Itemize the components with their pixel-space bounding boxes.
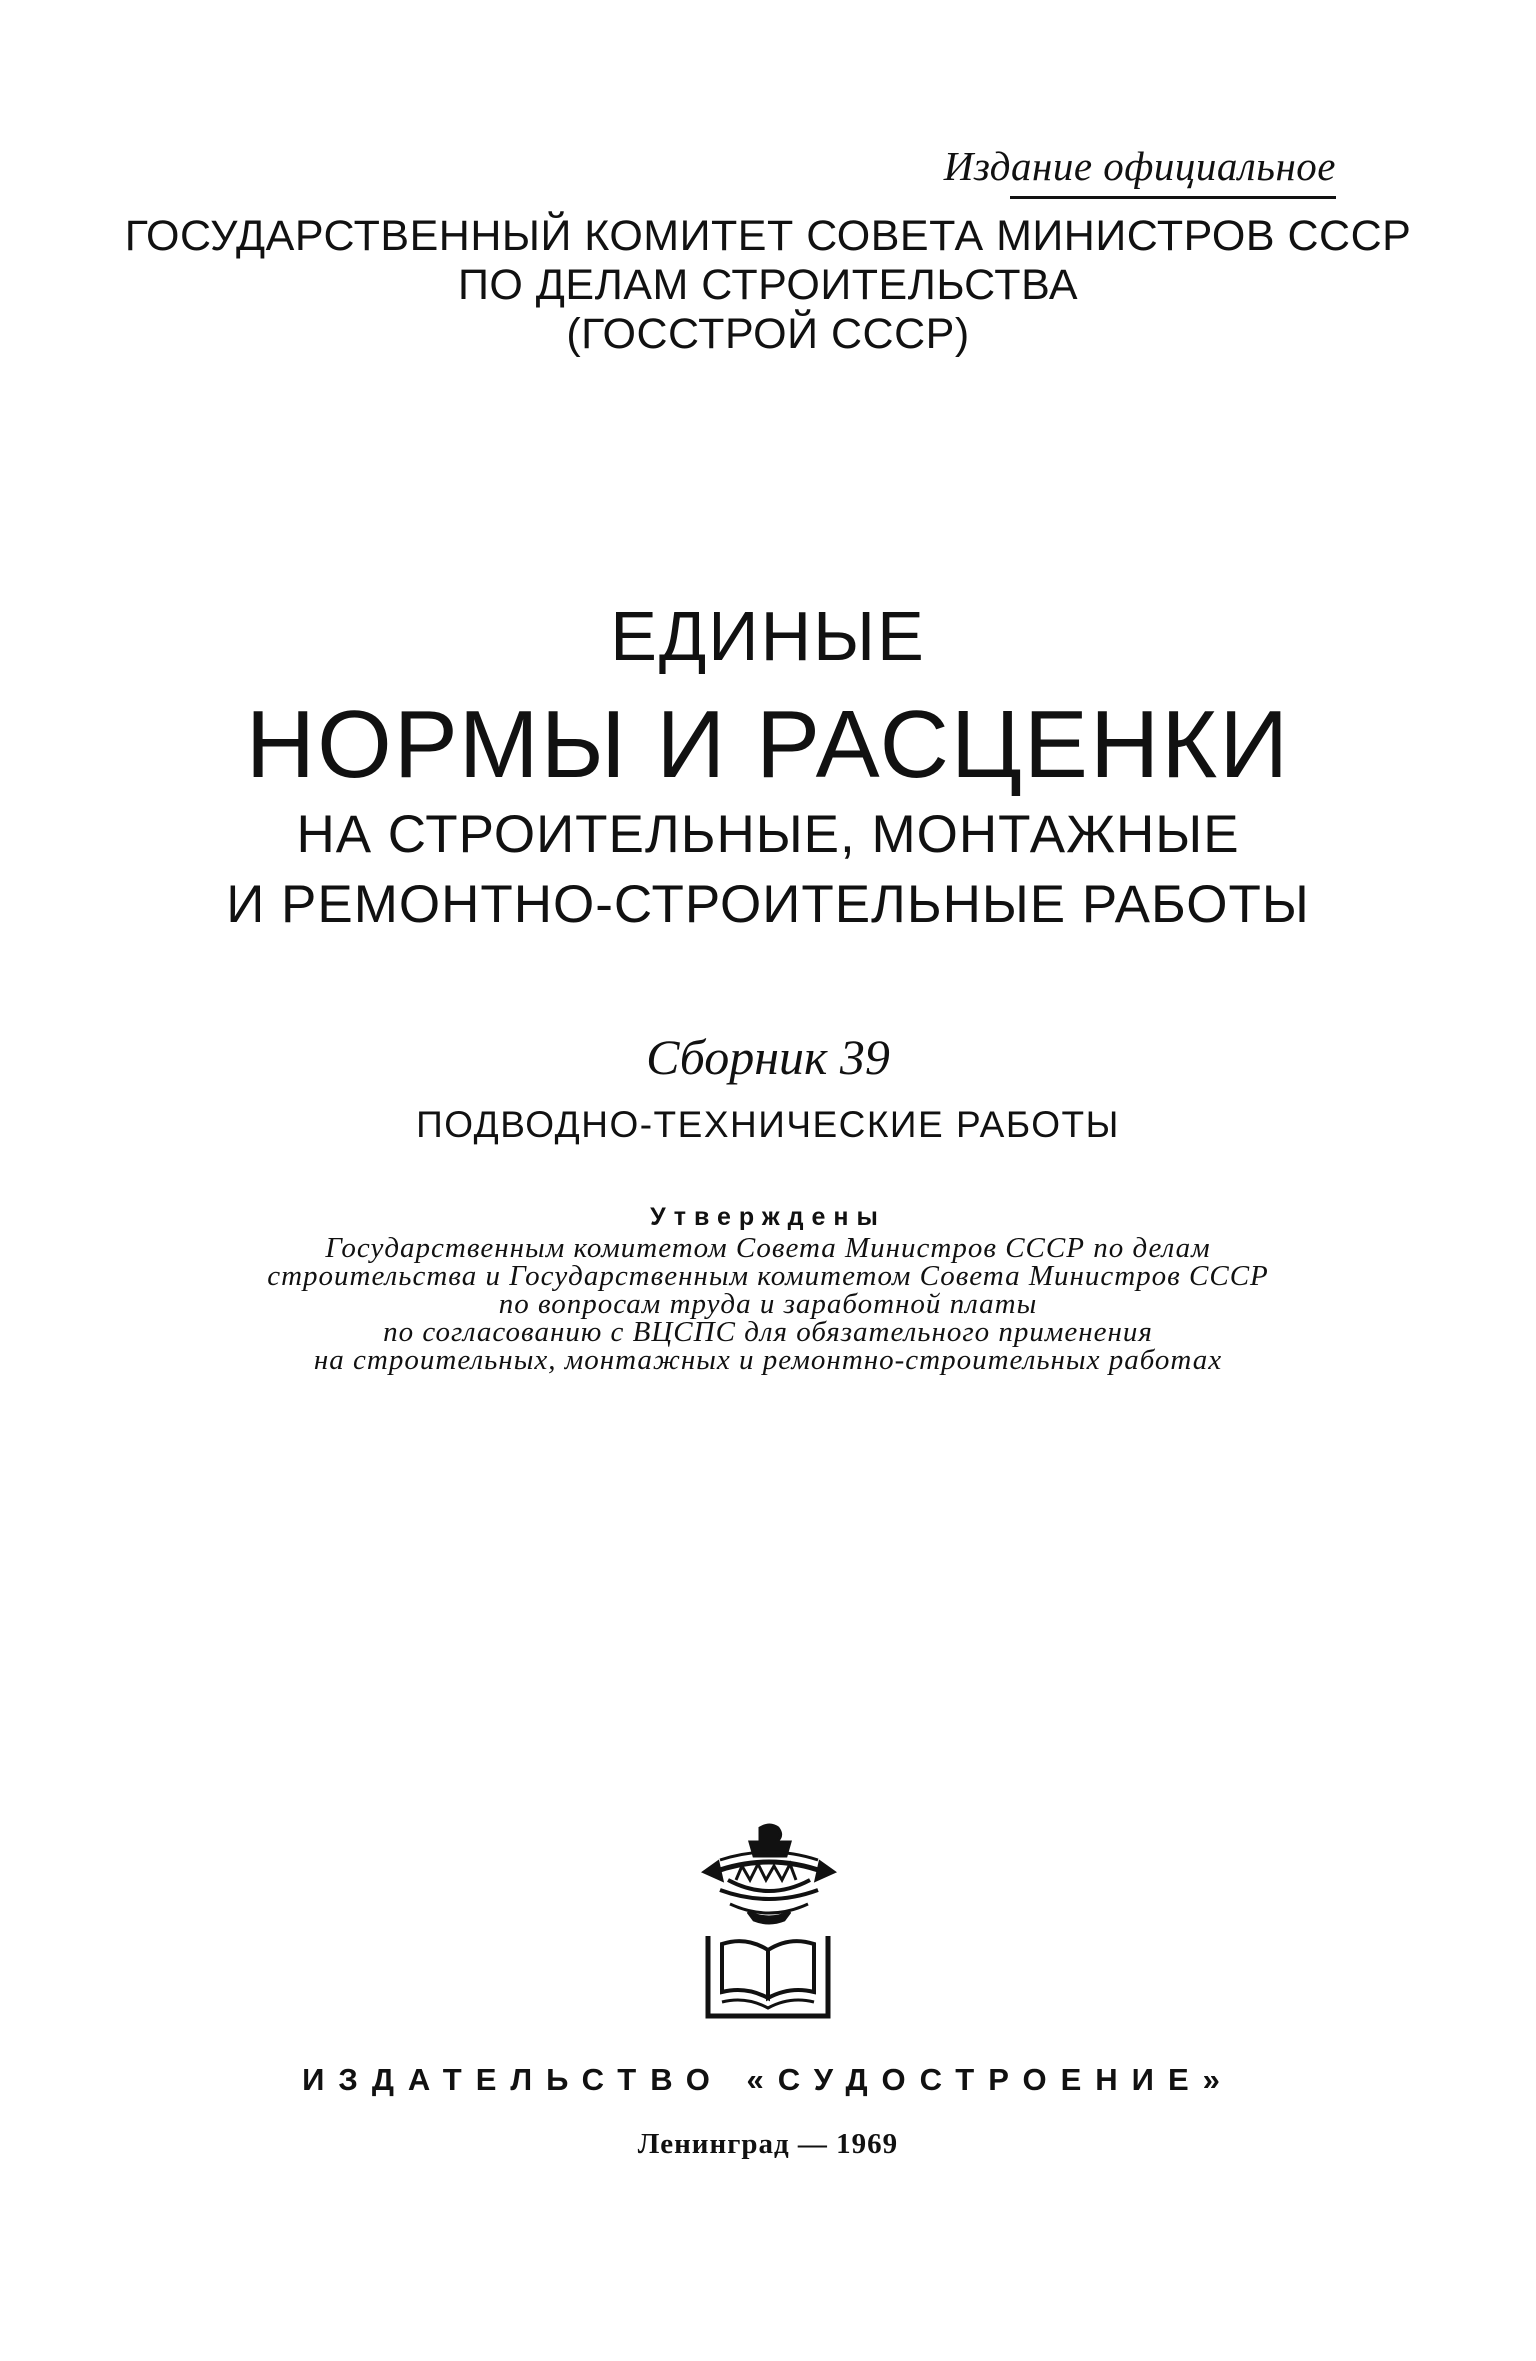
title-line-3: НА СТРОИТЕЛЬНЫЕ, МОНТАЖНЫЕ: [296, 805, 1240, 864]
title-line-4: И РЕМОНТНО-СТРОИТЕЛЬНЫЕ РАБОТЫ: [226, 875, 1310, 934]
collection-number: Сборник 39: [646, 1029, 890, 1085]
title-line-1: ЕДИНЫЕ: [610, 597, 926, 675]
approval-heading: Утверждены: [650, 1203, 886, 1231]
approval-line: на строительных, монтажных и ремонтно-строительных работах: [313, 1344, 1223, 1376]
edition-underline: [1010, 196, 1336, 199]
publisher-emblem-icon: [690, 1820, 848, 2030]
committee-line: ПО ДЕЛАМ СТРОИТЕЛЬСТВА: [457, 261, 1078, 309]
approval-line: по согласованию с ВЦСПС для обязательного применения: [383, 1316, 1153, 1348]
collection-subject: ПОДВОДНО-ТЕХНИЧЕСКИЕ РАБОТЫ: [416, 1104, 1120, 1145]
approval-line: строительства и Государственным комитетом Совета Министров СССР: [267, 1260, 1269, 1292]
committee-header: [0, 212, 1536, 359]
edition-note: Издание официальное: [943, 143, 1336, 189]
title-subtitle: [0, 800, 1536, 940]
approval-line: по вопросам труда и заработной платы: [498, 1288, 1038, 1320]
city-year: Ленинград — 1969: [637, 2128, 899, 2160]
committee-line: (ГОССТРОЙ СССР): [566, 310, 970, 358]
title-line-2: НОРМЫ И РАСЦЕНКИ: [245, 691, 1291, 798]
approval-line: Государственным комитетом Совета Министров СССР по делам: [325, 1232, 1211, 1264]
publisher-name: ИЗДАТЕЛЬСТВО «СУДОСТРОЕНИЕ»: [302, 2062, 1234, 2097]
committee-line: ГОСУДАРСТВЕННЫЙ КОМИТЕТ СОВЕТА МИНИСТРОВ СССР: [124, 212, 1412, 260]
approval-text: [0, 1234, 1536, 1374]
